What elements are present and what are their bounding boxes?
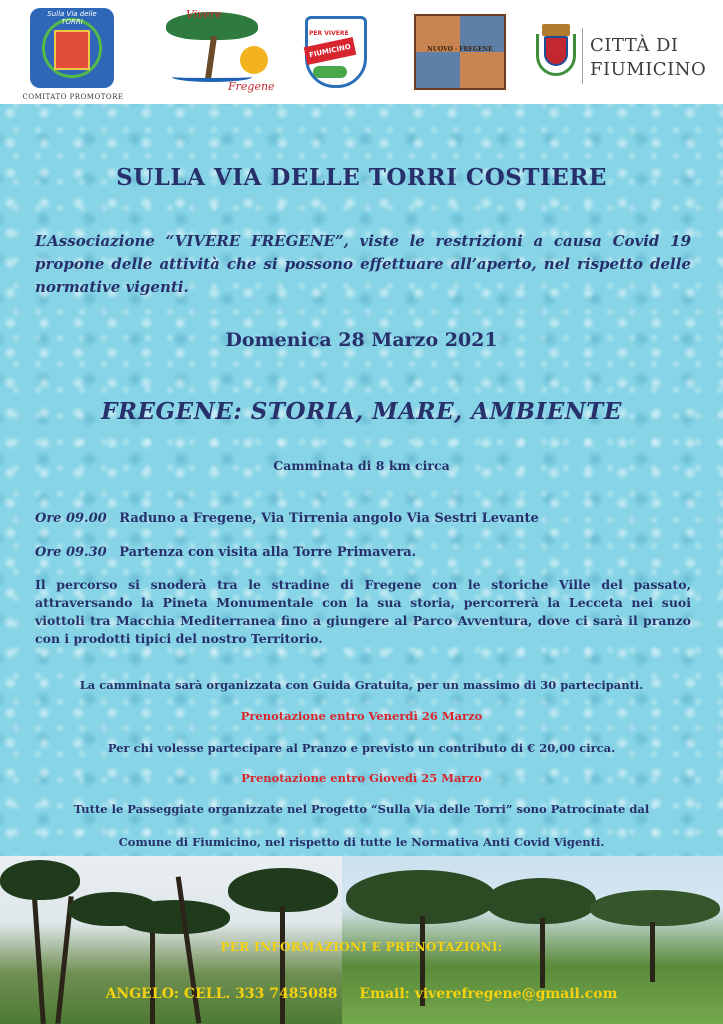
schedule-text: Partenza con visita alla Torre Primavera. (119, 545, 417, 560)
tree-trunk (280, 906, 285, 1024)
contact-email[interactable]: Email: viverefregene@gmail.com (359, 986, 618, 1002)
patronage-line1: Tutte le Passeggiate organizzate nel Progetto “Sulla Via delle Torri” sono Patrocinate dal (73, 802, 650, 816)
intro-paragraph: L’Associazione “VIVERE FREGENE”, viste le restrizioni a causa Covid 19 propone delle attività che si possono effettuare all’aperto, nel rispetto delle normative vigenti. (35, 232, 691, 296)
logo-pervivere-top: PER VIVERE (309, 30, 349, 37)
lunch-info: Per chi volesse partecipare al Pranzo e previsto un contributo di € 20,00 circa. (107, 741, 616, 755)
tree-canopy (590, 890, 720, 926)
walk-distance: Camminata di 8 km circa (273, 458, 450, 473)
logo-torri-text: Sulla Via delle TORRI (47, 10, 97, 26)
patronage-line2: Comune di Fiumicino, nel rispetto di tutte le Normativa Anti Covid Vigenti. (118, 835, 605, 849)
logo-mosaic-text: NUOVO · FREGENE (427, 46, 493, 53)
tower-icon (54, 30, 90, 70)
schedule-time: Ore 09.30 (35, 545, 107, 560)
coat-of-arms-icon (544, 36, 568, 66)
contact-line (0, 986, 723, 1002)
header-divider (582, 28, 583, 84)
citta-line1: CITTÀ DI (590, 35, 679, 56)
page-title: SULLA VIA DELLE TORRI COSTIERE (116, 164, 607, 191)
tree-canopy (0, 860, 80, 900)
tree-trunk (31, 886, 46, 1024)
schedule-text: Raduno a Fregene, Via Tirrenia angolo Via Sestri Levante (119, 511, 539, 526)
per-vivere-fiumicino-logo (299, 12, 373, 94)
route-description: Il percorso si snoderà tra le stradine di Fregene con le storiche Ville del passato, attraversando la Pineta Monumentale con la sua storia, percorrerà la Lecceta nei suoi viottoli tra Macchia Mediterranea fino a giungere al Parco Avventura, dove ci sarà il pranzo con i prodotti tipici del nostro Territorio. (35, 577, 691, 646)
schedule-item (35, 511, 695, 526)
logo-header (0, 0, 723, 104)
tree-canopy (120, 900, 230, 934)
citta-line2: FIUMICINO (590, 59, 707, 80)
pine-forest-photo (0, 856, 723, 1024)
sulla-via-delle-torri-logo (30, 8, 114, 88)
water-drops-panel (0, 104, 723, 856)
schedule-time: Ore 09.00 (35, 511, 107, 526)
fiumicino-emblem-icon (536, 24, 576, 86)
contact-phone: ANGELO: CELL. 333 7485088 (105, 986, 338, 1002)
sun-icon (240, 46, 268, 74)
booking-deadline-lunch: Prenotazione entro Giovedì 25 Marzo (241, 771, 482, 785)
logo-vivere-top: Vivere (186, 8, 222, 21)
logo-pervivere-band: FIUMICINO (304, 37, 357, 65)
citta-di-fiumicino-text (590, 34, 720, 82)
handshake-icon (313, 66, 347, 78)
crown-icon (542, 24, 570, 36)
guide-info: La camminata sarà organizzata con Guida Gratuita, per un massimo di 30 partecipanti. (79, 678, 644, 692)
mosaic-logo (414, 14, 506, 90)
event-subtitle: FREGENE: STORIA, MARE, AMBIENTE (101, 398, 622, 425)
vivere-fregene-logo (162, 6, 280, 98)
booking-deadline-walk: Prenotazione entro Venerdì 26 Marzo (240, 709, 483, 723)
mosaic-tile (460, 52, 504, 88)
mosaic-tile (416, 52, 460, 88)
event-date: Domenica 28 Marzo 2021 (225, 329, 498, 351)
schedule-item (35, 545, 695, 560)
logo-torri-caption: COMITATO PROMOTORE (22, 93, 124, 101)
logo-vivere-bottom: Fregene (228, 80, 275, 93)
info-label: PER INFORMAZIONI E PRENOTAZIONI: (220, 940, 503, 954)
